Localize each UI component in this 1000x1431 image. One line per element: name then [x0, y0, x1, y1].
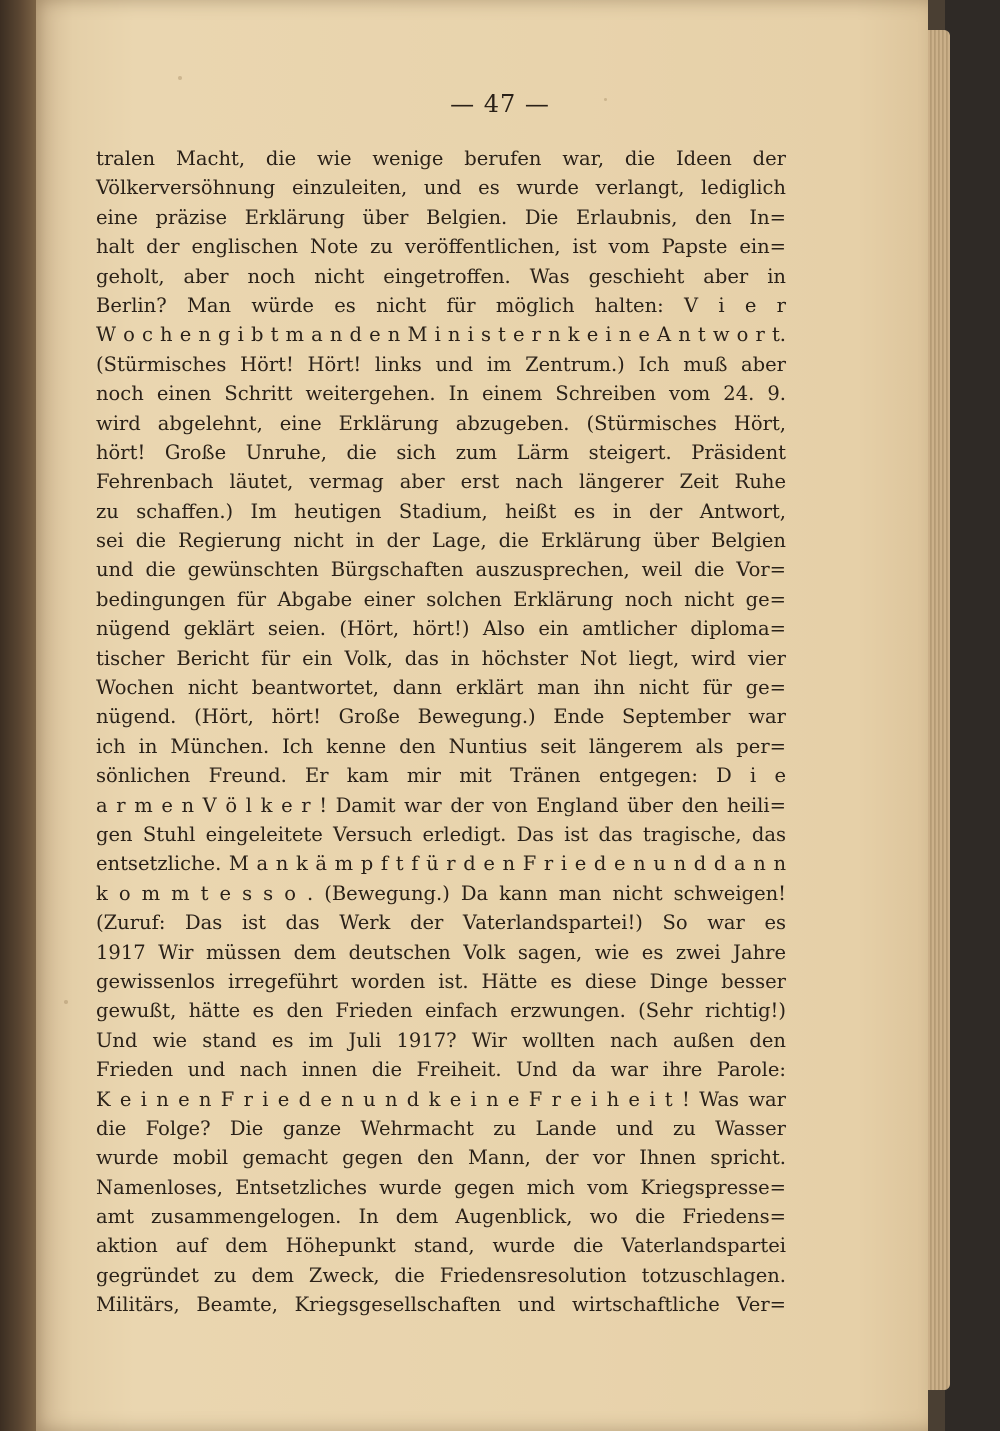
text-line: k o m m t e s s o . (Bewegung.) Da kann man nicht schweigen!: [96, 881, 786, 905]
text-line: Völkerversöhnung einzuleiten, und es wurde verlangt, lediglich: [96, 176, 786, 200]
text-line: Berlin? Man würde es nicht für möglich halten: V i e r: [96, 293, 786, 317]
body-text: [96, 144, 786, 1320]
paper-speck: [64, 1000, 68, 1004]
text-line: nügend. (Hört, hört! Große Bewegung.) Ende September war: [96, 705, 786, 729]
book-gutter: [0, 0, 36, 1431]
text-line: wird abgelehnt, eine Erklärung abzugeben. (Stürmisches Hört,: [96, 411, 786, 435]
page-number: — 47 —: [450, 90, 550, 118]
text-line: und die gewünschten Bürgschaften auszusprechen, weil die Vor=: [96, 558, 786, 582]
text-line: gewissenlos irregeführt worden ist. Hätte es diese Dinge besser: [96, 969, 786, 993]
text-line: aktion auf dem Höhepunkt stand, wurde die Vaterlandspartei: [96, 1234, 786, 1258]
text-line: entsetzliche. M a n k ä m p f t f ü r d e n F r i e d e n u n d d a n n: [96, 852, 786, 876]
text-line: noch einen Schritt weitergehen. In einem Schreiben vom 24. 9.: [96, 382, 786, 406]
background: [945, 0, 1000, 1431]
text-line: Frieden und nach innen die Freiheit. Und da war ihre Parole:: [96, 1058, 786, 1082]
text-line: sei die Regierung nicht in der Lage, die Erklärung über Belgien: [96, 529, 786, 553]
text-line: hört! Große Unruhe, die sich zum Lärm steigert. Präsident: [96, 440, 786, 464]
text-line: nügend geklärt seien. (Hört, hört!) Also ein amtlicher diploma=: [96, 617, 786, 641]
paper-speck: [178, 76, 182, 80]
text-line: wurde mobil gemacht gegen den Mann, der vor Ihnen spricht.: [96, 1146, 786, 1170]
text-line: Militärs, Beamte, Kriegsgesellschaften und wirtschaftliche Ver=: [96, 1293, 786, 1317]
text-line: halt der englischen Note zu veröffentlichen, ist vom Papste ein=: [96, 235, 786, 259]
text-line: geholt, aber noch nicht eingetroffen. Was geschieht aber in: [96, 264, 786, 288]
text-line: gegründet zu dem Zweck, die Friedensresolution totzuschlagen.: [96, 1263, 786, 1287]
text-line: Und wie stand es im Juli 1917? Wir wollten nach außen den: [96, 1028, 786, 1052]
text-line: K e i n e n F r i e d e n u n d k e i n e F r e i h e i t ! Was war: [96, 1087, 786, 1111]
text-line: a r m e n V ö l k e r ! Damit war der von England über den heili=: [96, 793, 786, 817]
text-line: die Folge? Die ganze Wehrmacht zu Lande und zu Wasser: [96, 1116, 786, 1140]
text-line: zu schaffen.) Im heutigen Stadium, heißt es in der Antwort,: [96, 499, 786, 523]
text-line: 1917 Wir müssen dem deutschen Volk sagen, wie es zwei Jahre: [96, 940, 786, 964]
text-line: amt zusammengelogen. In dem Augenblick, wo die Friedens=: [96, 1205, 786, 1229]
text-line: gen Stuhl eingeleitete Versuch erledigt. Das ist das tragische, das: [96, 822, 786, 846]
text-line: Fehrenbach läutet, vermag aber erst nach längerer Zeit Ruhe: [96, 470, 786, 494]
text-line: tischer Bericht für ein Volk, das in höchster Not liegt, wird vier: [96, 646, 786, 670]
text-line: W o c h e n g i b t m a n d e n M i n i s t e r n k e i n e A n t w o r t.: [96, 323, 786, 347]
text-line: tralen Macht, die wie wenige berufen war, die Ideen der: [96, 147, 786, 170]
text-line: sönlichen Freund. Er kam mir mit Tränen entgegen: D i e: [96, 764, 786, 788]
text-line: Wochen nicht beantwortet, dann erklärt man ihn nicht für ge=: [96, 676, 786, 700]
text-line: bedingungen für Abgabe einer solchen Erklärung noch nicht ge=: [96, 587, 786, 611]
text-line: Namenloses, Entsetzliches wurde gegen mich vom Kriegspresse=: [96, 1175, 786, 1199]
text-line: (Stürmisches Hört! Hört! links und im Zentrum.) Ich muß aber: [96, 352, 786, 376]
text-line: eine präzise Erklärung über Belgien. Die Erlaubnis, den In=: [96, 205, 786, 229]
text-line: ich in München. Ich kenne den Nuntius seit längerem als per=: [96, 734, 786, 758]
text-line: gewußt, hätte es den Frieden einfach erzwungen. (Sehr richtig!): [96, 999, 786, 1023]
text-line: (Zuruf: Das ist das Werk der Vaterlandspartei!) So war es: [96, 911, 786, 935]
